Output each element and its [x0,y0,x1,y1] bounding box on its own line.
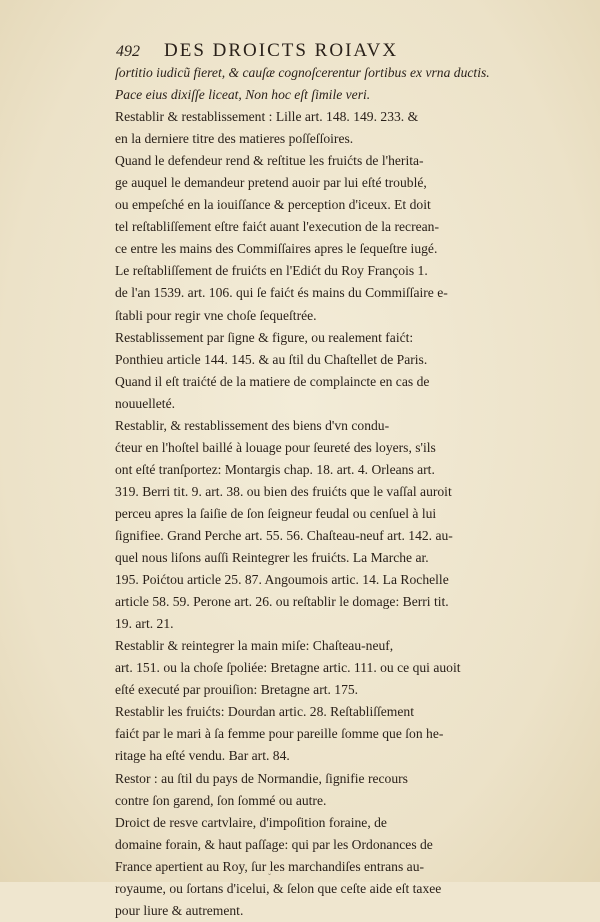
text-line: de l'an 1539. art. 106. qui ſe faićt és mains du Commiſſaire e- [115,285,448,301]
text-line: ont eſté tranſportez: Montargis chap. 18. art. 4. Orleans art. [115,461,435,477]
text-line: Pace eius dixiſſe liceat, Non hoc eſt ſimile veri. [115,87,371,103]
text-line: contre ſon garend, ſon ſommé ou autre. [115,792,327,808]
text-line: perceu apres la ſaiſie de ſon ſeigneur feudal ou cenſuel à lui [115,505,437,521]
text-line: ſortitio iudicũ fieret, & cauſæ cognoſcerentur ſortibus ex vrna ductis. [115,65,490,80]
text-line: Le reſtabliſſement de fruićts en l'Edićt du Roy François 1. [115,263,428,279]
text-line: en la derniere titre des matieres poſſeſſoires. [115,131,354,147]
text-line: Quand il eſt traićté de la matiere de complaincte en cas de [115,373,430,389]
text-line: ge auquel le demandeur pretend auoir par lui eſté troublé, [115,175,427,191]
text-line: ſtabli pour regir vne choſe ſequeſtrée. [115,307,317,323]
text-line: eſté executé par prouiſion: Bretagne art. 175. [115,682,359,698]
text-line: 195. Poićtou article 25. 87. Angoumois artic. 14. La Rochelle [115,572,449,588]
text-line: Restablir & reintegrer la main miſe: Chaſteau-neuf, [115,638,394,654]
body-text [115,62,563,922]
text-line: Restablir & restablissement : Lille art. 148. 149. 233. & [115,109,419,125]
text-line: nouuelleté. [115,395,176,411]
text-line: Restablissement par ſigne & figure, ou realement faićt: [115,329,414,345]
text-line: France apertient au Roy, ſur les marchandiſes entrans au- [115,858,425,874]
text-line: royaume, ou ſortans d'icelui, & ſelon que ceſte aide eſt taxee [115,880,442,896]
text-line: domaine forain, & haut paſſage: qui par les Ordonances de [115,836,433,852]
gutter-mark: ˇ [268,872,271,882]
text-line: pour liure & autrement. [115,902,244,918]
text-line: article 58. 59. Perone art. 26. ou reſtablir le domage: Berri tit. [115,594,449,610]
page-number: 492 [116,43,140,60]
running-title: DES DROICTS ROIAVX [164,40,399,61]
text-line: ćteur en l'hoſtel baillé à louage pour ſeureté des loyers, s'ils [115,439,436,455]
text-line: quel nous liſons auſſi Reintegrer les fruićts. La Marche ar. [115,550,429,566]
text-line: Restor : au ſtil du pays de Normandie, ſignifie recours [115,770,408,786]
text-line: Quand le defendeur rend & reſtitue les fruićts de l'herita- [115,153,424,169]
text-line: Ponthieu article 144. 145. & au ſtil du Chaſtellet de Paris. [115,351,428,367]
text-line: ce entre les mains des Commiſſaires apres le ſequeſtre iugé. [115,241,438,257]
text-line: 19. art. 21. [115,616,174,632]
text-line: art. 151. ou la choſe ſpoliée: Bretagne artic. 111. ou ce qui auoit [115,660,461,676]
text-line: ritage ha eſté vendu. Bar art. 84. [115,748,290,764]
text-line: Restablir les fruićts: Dourdan artic. 28. Reſtabliſſement [115,704,414,720]
text-line: Droict de resve cartvlaire, d'impoſition foraine, de [115,814,387,830]
text-line: ſignifiee. Grand Perche art. 55. 56. Chaſteau-neuf art. 142. au- [115,527,453,543]
text-line: ou empeſché en la iouiſſance & perception d'iceux. Et doit [115,197,431,213]
text-line: Restablir, & restablissement des biens d'vn condu- [115,417,390,433]
text-line: tel reſtabliſſement eſtre faićt auant l'execution de la recrean- [115,219,439,235]
text-line: faićt par le mari à ſa femme pour pareille ſomme que ſon he- [115,726,444,742]
text-line: 319. Berri tit. 9. art. 38. ou bien des fruićts que le vaſſal auroit [115,483,452,499]
page-header [116,40,398,62]
